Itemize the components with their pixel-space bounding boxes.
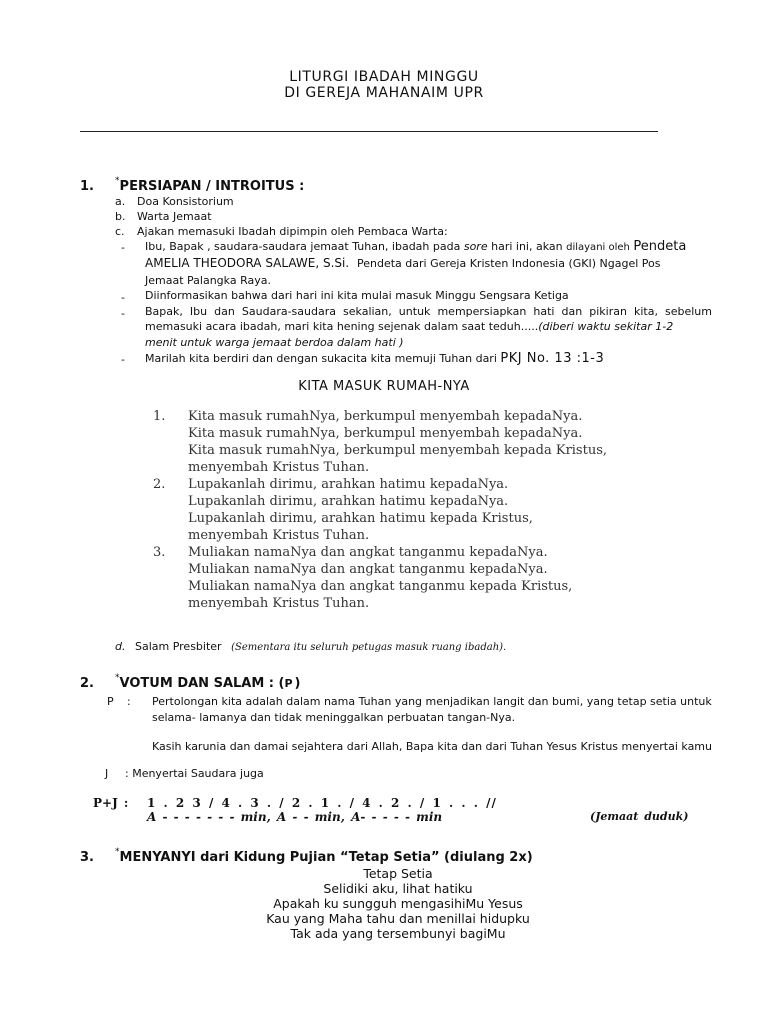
amin-line: A - - - - - - - min, A - - min, A- - - - - min <box>147 810 443 824</box>
verse-line: Kita masuk rumahNya, berkumpul menyembah kepada Kristus, <box>188 443 608 458</box>
section-label: PERSIAPAN / INTROITUS : <box>119 179 305 194</box>
song-line: Apakah ku sungguh mengasihiMu Yesus <box>273 896 523 911</box>
text: Pendeta dari Gereja Kristen Indonesia (GKI) Ngagel Pos <box>357 257 661 270</box>
text: Marilah kita berdiri dan dengan sukacita kita memuji Tuhan dari <box>145 352 497 365</box>
verse-line: Kita masuk rumahNya, berkumpul menyembah kepadaNya. <box>188 409 583 424</box>
list-mark: b. <box>115 210 126 223</box>
verse-line: menyembah Kristus Tuhan. <box>188 460 370 475</box>
list-item-text: Doa Konsistorium <box>137 195 234 208</box>
song-line: Kau yang Maha tahu dan menillai hidupku <box>266 911 530 926</box>
song-line: Tak ada yang tersembunyi bagiMu <box>290 926 506 941</box>
p-colon: : <box>127 695 131 708</box>
bullet-1-line-2 <box>145 256 661 270</box>
j-mark: J <box>105 767 109 780</box>
section-number: 1. <box>80 179 94 194</box>
paren: ) <box>294 676 301 691</box>
bullet-3-line-2 <box>145 320 673 333</box>
page-title: LITURGI IBADAH MINGGU <box>289 69 479 85</box>
verse-line: Muliakan namaNya dan angkat tanganmu kepadaNya. <box>188 562 548 577</box>
verse-line: menyembah Kristus Tuhan. <box>188 528 370 543</box>
verse-line: Lupakanlah dirimu, arahkan hatimu kepadaNya. <box>188 477 509 492</box>
list-item-text: Ajakan memasuki Ibadah dipimpin oleh Pembaca Warta: <box>137 225 448 238</box>
list-item-text: Warta Jemaat <box>137 210 212 223</box>
list-item-a <box>115 195 125 208</box>
salam-presbiter <box>115 640 506 653</box>
list-item-c <box>115 225 125 238</box>
section-2-heading <box>80 673 301 691</box>
notes: 1 . 2 3 / 4 . 3 . / 2 . 1 . / 4 . 2 . / 1 . . . // <box>147 796 497 810</box>
list-mark: c. <box>115 225 125 238</box>
verse-line: Lupakanlah dirimu, arahkan hatimu kepada Kristus, <box>188 511 533 526</box>
dash-mark: - <box>121 353 125 366</box>
salam-label: Salam Presbiter <box>134 640 222 653</box>
list-mark: a. <box>115 195 126 208</box>
bullet-4 <box>145 351 604 366</box>
list-item-b <box>115 210 125 223</box>
verse-number: 3. <box>153 545 166 560</box>
verse-line: Muliakan namaNya dan angkat tanganmu kepadaNya. <box>188 545 548 560</box>
p-mark: P <box>107 695 114 708</box>
bullet-3-line-3: menit untuk warga jemaat berdoa dalam hati ) <box>145 336 404 349</box>
hymn-title: KITA MASUK RUMAH-NYA <box>298 379 470 394</box>
pastor-name: AMELIA THEODORA SALAWE, S.Si. <box>145 256 350 270</box>
song-line: Selidiki aku, lihat hatiku <box>323 881 473 896</box>
salam-note: (Sementara itu seluruh petugas masuk ruang ibadah). <box>231 642 507 653</box>
star-mark: * <box>115 176 120 186</box>
section-3-heading <box>80 847 533 865</box>
dash-mark: - <box>121 291 125 304</box>
verse-line: Kita masuk rumahNya, berkumpul menyembah kepadaNya. <box>188 426 583 441</box>
notes-label: P+J : <box>93 796 129 810</box>
votum-line-1: Pertolongan kita adalah dalam nama Tuhan yang menjadikan langit dan bumi, yang tetap setia untuk <box>152 695 712 708</box>
verse-line: menyembah Kristus Tuhan. <box>188 596 370 611</box>
bullet-2: Diinformasikan bahwa dari hari ini kita mulai masuk Minggu Sengsara Ketiga <box>145 289 569 302</box>
song-line: Tetap Setia <box>363 866 433 881</box>
verse-number: 2. <box>153 477 166 492</box>
section-1-heading <box>80 176 305 194</box>
section-number: 3. <box>80 850 94 865</box>
leader-mark: P <box>284 677 293 690</box>
jemaat-duduk: (Jemaat duduk) <box>590 810 689 823</box>
bullet-1 <box>145 239 686 254</box>
section-label: VOTUM DAN SALAM : ( <box>119 676 285 691</box>
song-lyrics <box>14 866 768 941</box>
verse-number: 1. <box>153 409 166 424</box>
title-divider <box>80 131 658 132</box>
star-mark: * <box>115 673 120 683</box>
verse-3 <box>188 544 572 612</box>
text-italic: (diberi waktu sekitar 1-2 <box>538 320 674 333</box>
section-label: MENYANYI dari Kidung Pujian “Tetap Setia” (diulang 2x) <box>119 850 533 865</box>
hymn-reference: PKJ No. 13 :1-3 <box>500 351 605 366</box>
list-mark: d. <box>115 640 126 653</box>
verse-line: Muliakan namaNya dan angkat tanganmu kepada Kristus, <box>188 579 573 594</box>
dash-mark: - <box>121 241 125 254</box>
star-mark: * <box>115 847 120 857</box>
text-italic: sore <box>463 240 488 253</box>
page-subtitle: DI GEREJA MAHANAIM UPR <box>284 85 484 101</box>
j-response: : Menyertai Saudara juga <box>125 767 264 780</box>
text: hari ini, akan <box>491 240 563 253</box>
text: Ibu, Bapak , saudara-saudara jemaat Tuhan, ibadah pada <box>145 240 461 253</box>
text: memasuki acara ibadah, mari kita hening sejenak dalam saat teduh..... <box>145 320 539 333</box>
verse-1 <box>188 408 607 476</box>
salam-line: Kasih karunia dan damai sejahtera dari Allah, Bapa kita dan dari Tuhan Yesus Kristus menyertai kamu <box>152 740 712 753</box>
section-number: 2. <box>80 676 94 691</box>
verse-2 <box>188 476 533 544</box>
bullet-1-line-3: Jemaat Palangka Raya. <box>145 274 271 287</box>
votum-line-2: selama- lamanya dan tidak meninggalkan perbuatan tangan-Nya. <box>152 711 516 724</box>
verse-line: Lupakanlah dirimu, arahkan hatimu kepadaNya. <box>188 494 509 509</box>
text: dilayani oleh <box>566 242 630 253</box>
text: Pendeta <box>633 239 687 254</box>
bullet-3-line-1: Bapak, Ibu dan Saudara-saudara sekalian, untuk mempersiapkan hati dan pikiran kita, sebelum <box>145 305 712 318</box>
dash-mark: - <box>121 307 125 320</box>
